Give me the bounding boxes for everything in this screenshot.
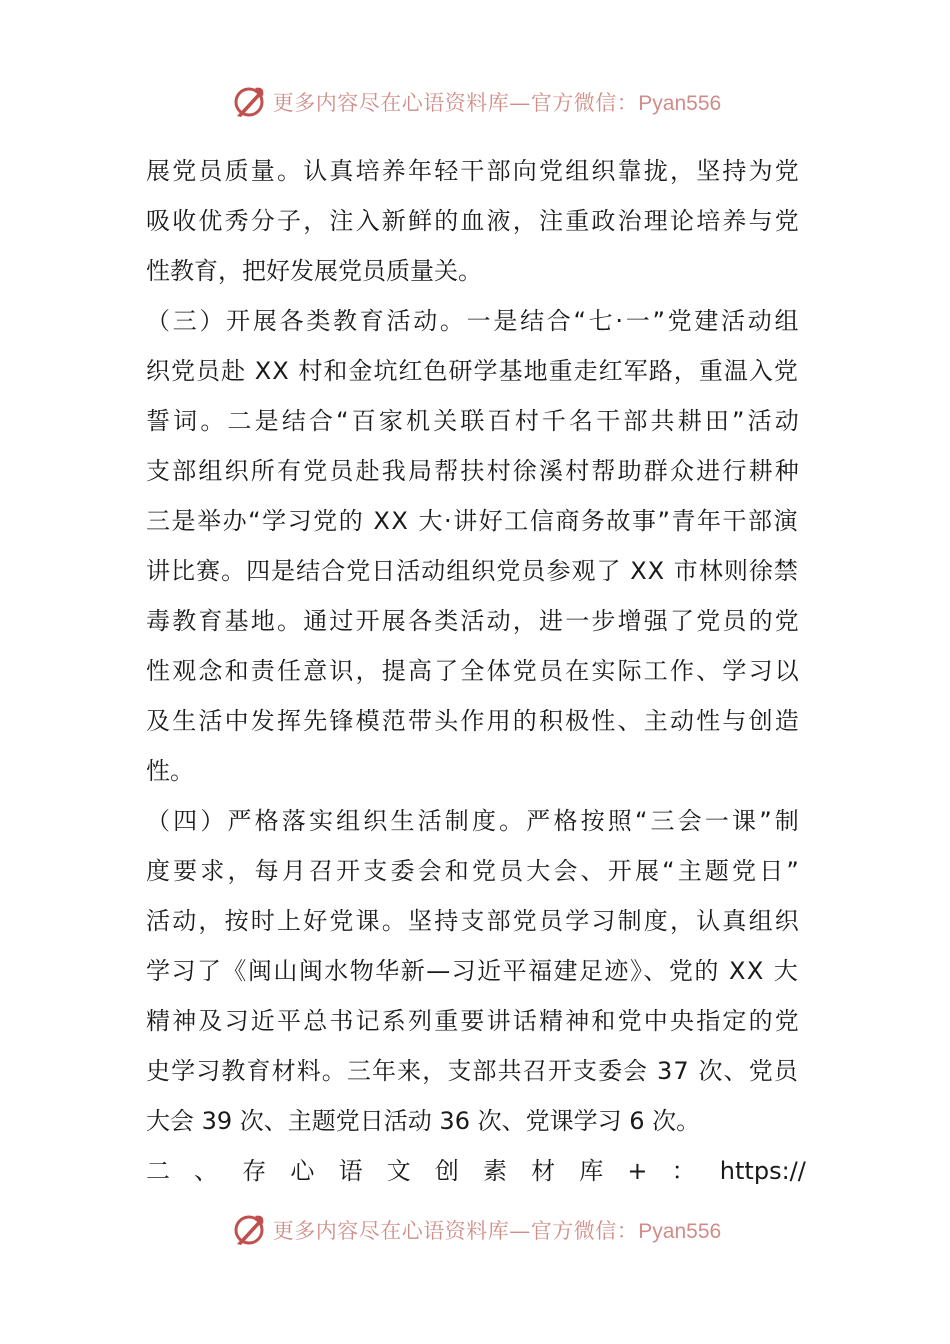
- header-watermark-id: Pyan556: [638, 92, 722, 115]
- quill-logo-icon: [229, 1210, 269, 1250]
- heading-token: 、: [194, 1157, 219, 1185]
- text-line: 吸收优秀分子，注入新鲜的血液，注重政治理论培养与党: [146, 207, 801, 235]
- heading-token: 材: [531, 1157, 556, 1185]
- text-line: 史学习教育材料。三年来，支部共召开支委会 37 次、党员: [146, 1057, 800, 1085]
- text-line: 及生活中发挥先锋模范带头作用的积极性、主动性与创造: [146, 707, 801, 735]
- quill-logo-icon: [229, 82, 269, 122]
- text-line: 展党员质量。认真培养年轻干部向党组织靠拢，坚持为党: [146, 157, 801, 185]
- heading-token: 语: [338, 1157, 363, 1185]
- text-line: 度要求，每月召开支委会和党员大会、开展“主题党日”: [146, 857, 802, 885]
- text-line: 毒教育基地。通过开展各类活动，进一步增强了党员的党: [146, 607, 801, 635]
- text-line: 性教育，把好发展党员质量关。: [146, 257, 482, 285]
- heading-token: +: [627, 1157, 648, 1185]
- footer-watermark-label: 更多内容尽在心语资料库—官方微信：: [272, 1219, 639, 1243]
- heading-token: 素: [482, 1157, 507, 1185]
- text-line: （四）严格落实组织生活制度。严格按照“三会一课”制: [146, 807, 802, 835]
- text-line: 支部组织所有党员赴我局帮扶村徐溪村帮助群众进行耕种: [146, 457, 801, 485]
- text-line: 活动，按时上好党课。坚持支部党员学习制度，认真组织: [146, 907, 801, 935]
- header-watermark-text: [273, 87, 721, 117]
- heading-token: 创: [434, 1157, 459, 1185]
- footer-watermark-text: [273, 1215, 721, 1245]
- heading-token: 心: [290, 1157, 315, 1185]
- footer-watermark: [0, 1208, 950, 1252]
- text-line: 精神及习近平总书记系列重要讲话精神和党中央指定的党: [146, 1007, 801, 1035]
- heading-token: 存: [242, 1157, 267, 1185]
- document-body: [146, 146, 806, 1196]
- text-line: 性。: [146, 757, 194, 785]
- heading-token: ：: [671, 1157, 696, 1185]
- text-line: 讲比赛。四是结合党日活动组织党员参观了 XX 市林则徐禁: [146, 557, 799, 585]
- section-heading-line: [146, 1146, 806, 1196]
- heading-token: 二: [146, 1157, 170, 1185]
- footer-watermark-id: Pyan556: [638, 1220, 722, 1243]
- text-line: 织党员赴 XX 村和金坑红色研学基地重走红军路，重温入党: [146, 357, 799, 385]
- text-line: 三是举办“学习党的 XX 大·讲好工信商务故事”青年干部演: [146, 507, 800, 535]
- header-watermark-label: 更多内容尽在心语资料库—官方微信：: [272, 91, 639, 115]
- text-line: （三）开展各类教育活动。一是结合“七·一”党建活动组: [146, 307, 802, 335]
- text-line: 大会 39 次、主题党日活动 36 次、党课学习 6 次。: [146, 1107, 701, 1135]
- heading-token: 库: [579, 1157, 604, 1185]
- heading-link[interactable]: https://: [719, 1157, 806, 1185]
- header-watermark: [0, 80, 950, 124]
- text-line: 誓词。二是结合“百家机关联百村千名干部共耕田”活动: [146, 407, 802, 435]
- text-line: 学习了《闽山闽水物华新—习近平福建足迹》、党的 XX 大: [146, 957, 800, 985]
- text-line: 性观念和责任意识，提高了全体党员在实际工作、学习以: [146, 657, 801, 685]
- heading-token: 文: [386, 1157, 411, 1185]
